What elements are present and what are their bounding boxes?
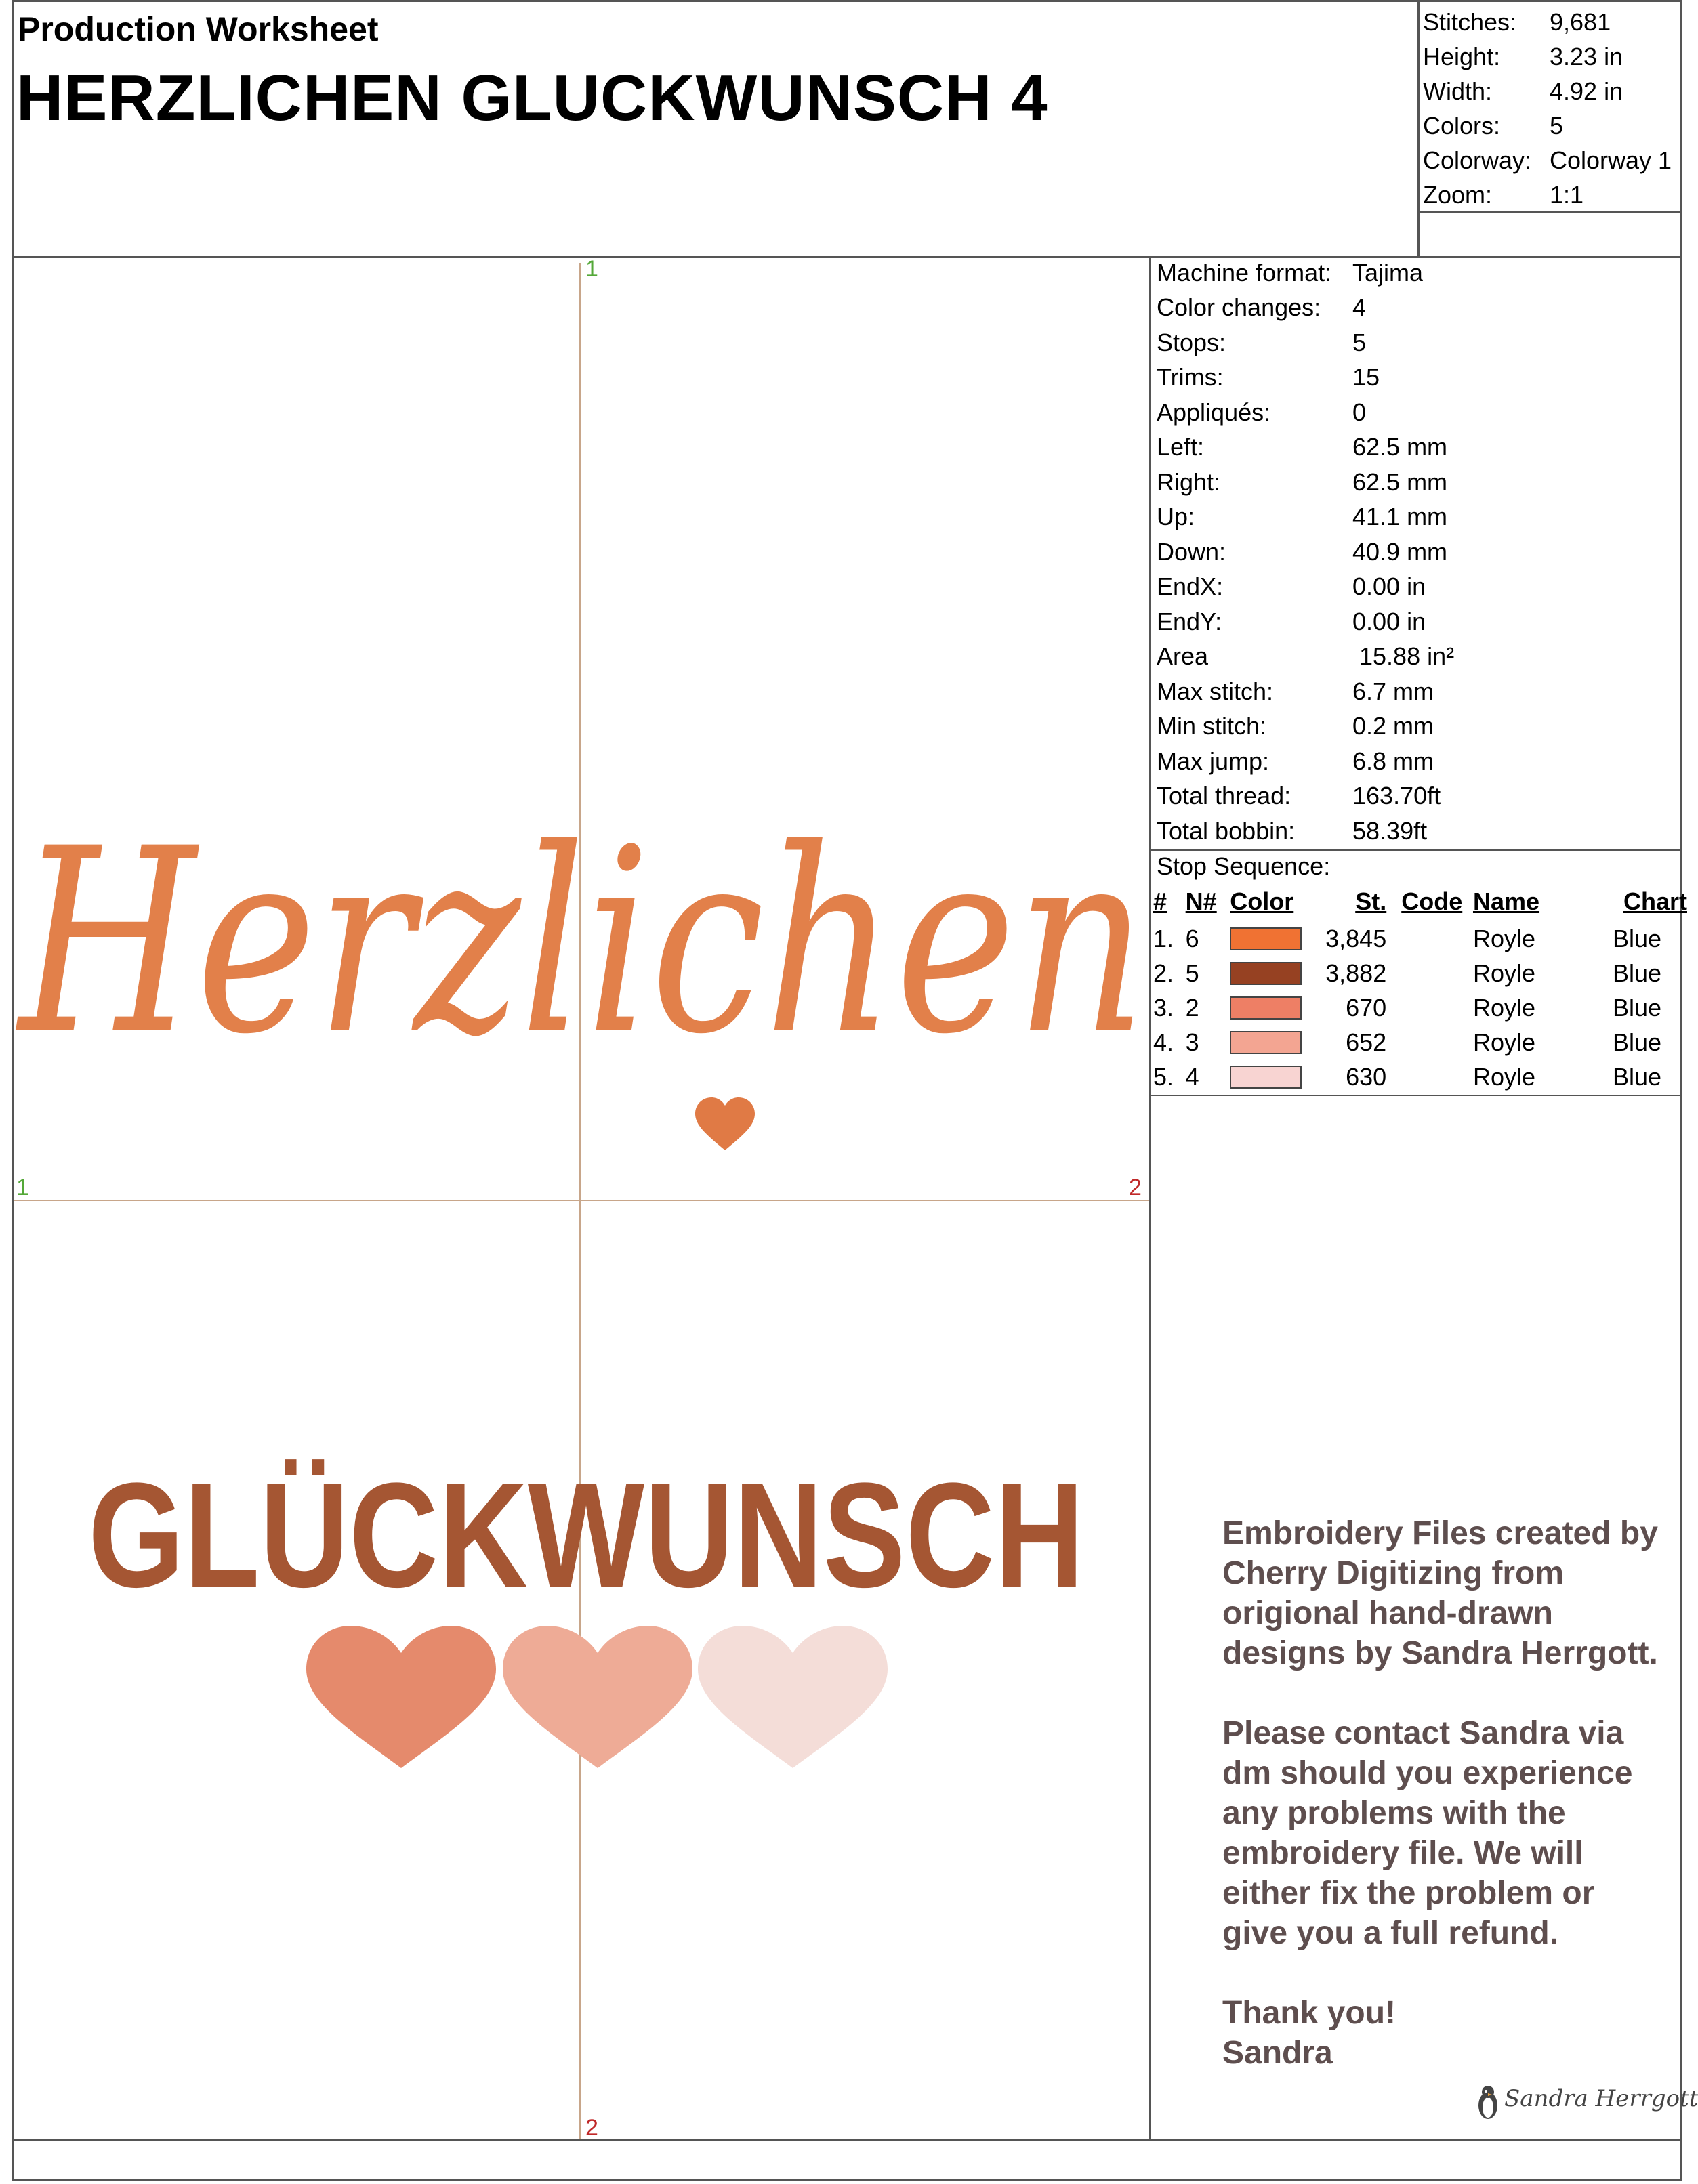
- info-label: Down:: [1157, 538, 1226, 566]
- notes-paragraph-credits: Embroidery Files created by Cherry Digitizing from origional hand-drawn designs by Sandra Herrgott.: [1222, 1515, 1658, 1671]
- col-header-chart: Chart: [1623, 887, 1687, 915]
- summary-value: 4.92 in: [1550, 77, 1623, 105]
- signature-text: Sandra Herrgott: [1504, 2085, 1698, 2112]
- info-value: 40.9 mm: [1352, 538, 1448, 566]
- summary-label: Width:: [1423, 77, 1493, 105]
- info-label: Color changes:: [1157, 293, 1321, 321]
- col-header-needle: N#: [1185, 887, 1217, 915]
- summary-label: Colorway:: [1423, 146, 1532, 174]
- stop-needle: 5: [1185, 959, 1199, 987]
- heart-1-icon: [306, 1626, 496, 1768]
- machine-info-bottom-border: [1149, 849, 1682, 851]
- info-label: Left:: [1157, 433, 1205, 461]
- summary-inner-divider: [1417, 211, 1682, 213]
- info-label: Max jump:: [1157, 747, 1270, 775]
- info-value: 0.00 in: [1352, 572, 1426, 600]
- stop-table-header: [1153, 886, 1694, 921]
- info-label: Up:: [1157, 503, 1195, 530]
- stop-chart: Blue: [1612, 1062, 1662, 1091]
- stop-stitches: 652: [1346, 1028, 1387, 1056]
- summary-value: 3.23 in: [1550, 43, 1623, 70]
- col-header-color: Color: [1230, 887, 1294, 915]
- stop-needle: 2: [1185, 993, 1199, 1022]
- stop-stitches: 3,882: [1325, 959, 1387, 987]
- stop-num: 5.: [1153, 1062, 1174, 1091]
- info-value: 0.00 in: [1352, 608, 1426, 635]
- stop-color-swatch: [1230, 1025, 1315, 1059]
- axis-label-left: 1: [16, 1175, 29, 1200]
- stop-sequence-title: Stop Sequence:: [1157, 852, 1331, 880]
- stop-row: [1153, 921, 1694, 956]
- summary-label: Stitches:: [1423, 8, 1517, 36]
- stop-name: Royle: [1472, 1062, 1536, 1091]
- summary-value: 9,681: [1550, 8, 1611, 36]
- info-label: EndX:: [1157, 572, 1224, 600]
- stop-code: [1401, 990, 1473, 1025]
- frame-top-border: [12, 0, 1682, 2]
- stop-num: 3.: [1153, 993, 1174, 1022]
- stop-color-swatch: [1230, 956, 1315, 990]
- design-canvas: [14, 257, 1149, 2139]
- stop-num: 4.: [1153, 1028, 1174, 1056]
- info-value: 6.8 mm: [1352, 747, 1434, 775]
- info-value: 5: [1352, 329, 1367, 356]
- info-value: 15.88 in²: [1359, 642, 1455, 670]
- col-header-stitches: St.: [1355, 887, 1387, 915]
- stop-row: [1153, 1059, 1694, 1094]
- summary-value: 1:1: [1550, 181, 1584, 209]
- info-value: 62.5 mm: [1352, 433, 1448, 461]
- summary-value: 5: [1550, 112, 1564, 140]
- stop-needle: 4: [1185, 1062, 1199, 1091]
- stop-code: [1401, 1059, 1473, 1094]
- footer-bottom-border: [12, 2179, 1682, 2181]
- info-label: Trims:: [1157, 363, 1224, 391]
- stop-row: [1153, 1025, 1694, 1059]
- color-swatch: [1230, 962, 1302, 985]
- stop-code: [1401, 956, 1473, 990]
- design-word-herzlichen: Herzlichen: [18, 795, 1147, 1091]
- col-header-name: Name: [1472, 887, 1540, 915]
- info-label: Total bobbin:: [1157, 817, 1296, 845]
- stop-chart: Blue: [1612, 959, 1662, 987]
- color-swatch: [1230, 1066, 1302, 1089]
- design-word-gluckwunsch: GLÜCKWUNSCH: [88, 1452, 1084, 1618]
- stop-needle: 3: [1185, 1028, 1199, 1056]
- stop-name: Royle: [1472, 1028, 1536, 1056]
- info-value: 15: [1352, 363, 1380, 391]
- stop-needle: 6: [1185, 924, 1199, 952]
- info-label: Machine format:: [1157, 259, 1332, 287]
- axis-label-bottom: 2: [585, 2115, 598, 2141]
- stop-chart: Blue: [1612, 1028, 1662, 1056]
- color-swatch: [1230, 996, 1302, 1020]
- info-value: 6.7 mm: [1352, 677, 1434, 705]
- stop-chart: Blue: [1612, 924, 1662, 952]
- small-heart-icon: [695, 1097, 755, 1150]
- info-label: Right:: [1157, 468, 1221, 496]
- info-label: Min stitch:: [1157, 712, 1267, 740]
- info-value: 4: [1352, 293, 1367, 321]
- footer-top-border: [12, 2139, 1682, 2141]
- stop-sequence-table: [1153, 886, 1694, 1094]
- design-title: HERZLICHEN GLUCKWUNSCH 4: [16, 62, 1048, 134]
- info-label: EndY:: [1157, 608, 1222, 635]
- stop-color-swatch: [1230, 990, 1315, 1025]
- axis-label-top: 1: [585, 256, 598, 282]
- stop-color-swatch: [1230, 1059, 1315, 1094]
- penguin-icon: [1474, 2082, 1502, 2120]
- stop-color-swatch: [1230, 921, 1315, 956]
- notes-block: [1222, 1513, 1663, 2073]
- color-swatch: [1230, 1031, 1302, 1054]
- stop-row: [1153, 990, 1694, 1025]
- stop-chart: Blue: [1612, 993, 1662, 1022]
- worksheet-subtitle: Production Worksheet: [18, 10, 379, 48]
- stop-stitches: 630: [1346, 1062, 1387, 1091]
- stop-code: [1401, 1025, 1473, 1059]
- signature-logo: [1474, 2081, 1698, 2122]
- summary-value: Colorway 1: [1550, 146, 1672, 174]
- stop-row: [1153, 956, 1694, 990]
- stop-num: 1.: [1153, 924, 1174, 952]
- col-header-num: #: [1153, 887, 1167, 915]
- info-value: 62.5 mm: [1352, 468, 1448, 496]
- summary-label: Colors:: [1423, 112, 1501, 140]
- header-summary-divider: [1417, 0, 1420, 257]
- notes-thanks: Thank you!: [1222, 1995, 1396, 2031]
- info-value: 0.2 mm: [1352, 712, 1434, 740]
- stop-stitches: 3,845: [1325, 924, 1387, 952]
- stop-code: [1401, 921, 1473, 956]
- heart-3-icon: [698, 1626, 888, 1768]
- summary-label: Height:: [1423, 43, 1501, 70]
- stop-name: Royle: [1472, 993, 1536, 1022]
- info-label: Area: [1157, 642, 1209, 670]
- axis-label-right: 2: [1129, 1175, 1142, 1200]
- notes-signoff: Sandra: [1222, 2035, 1333, 2071]
- notes-paragraph-contact: Please contact Sandra via dm should you experience any problems with the embroidery file. We will either fix the problem or give you a full refund.: [1222, 1715, 1633, 1951]
- info-label: Appliqués:: [1157, 398, 1271, 426]
- info-label: Total thread:: [1157, 782, 1291, 810]
- stop-stitches: 670: [1346, 993, 1387, 1022]
- stop-table-bottom-border: [1149, 1095, 1682, 1096]
- summary-label: Zoom:: [1423, 181, 1493, 209]
- info-value: 41.1 mm: [1352, 503, 1448, 530]
- col-header-code: Code: [1401, 887, 1463, 915]
- stop-num: 2.: [1153, 959, 1174, 987]
- stop-name: Royle: [1472, 959, 1536, 987]
- info-value: 163.70ft: [1352, 782, 1441, 810]
- info-value: 0: [1352, 398, 1367, 426]
- info-panel-divider: [1149, 257, 1151, 2141]
- heart-2-icon: [503, 1626, 692, 1768]
- info-value: Tajima: [1352, 259, 1424, 287]
- color-swatch: [1230, 927, 1302, 950]
- stop-name: Royle: [1472, 924, 1536, 952]
- info-label: Max stitch:: [1157, 677, 1274, 705]
- info-value: 58.39ft: [1352, 817, 1428, 845]
- info-label: Stops:: [1157, 329, 1226, 356]
